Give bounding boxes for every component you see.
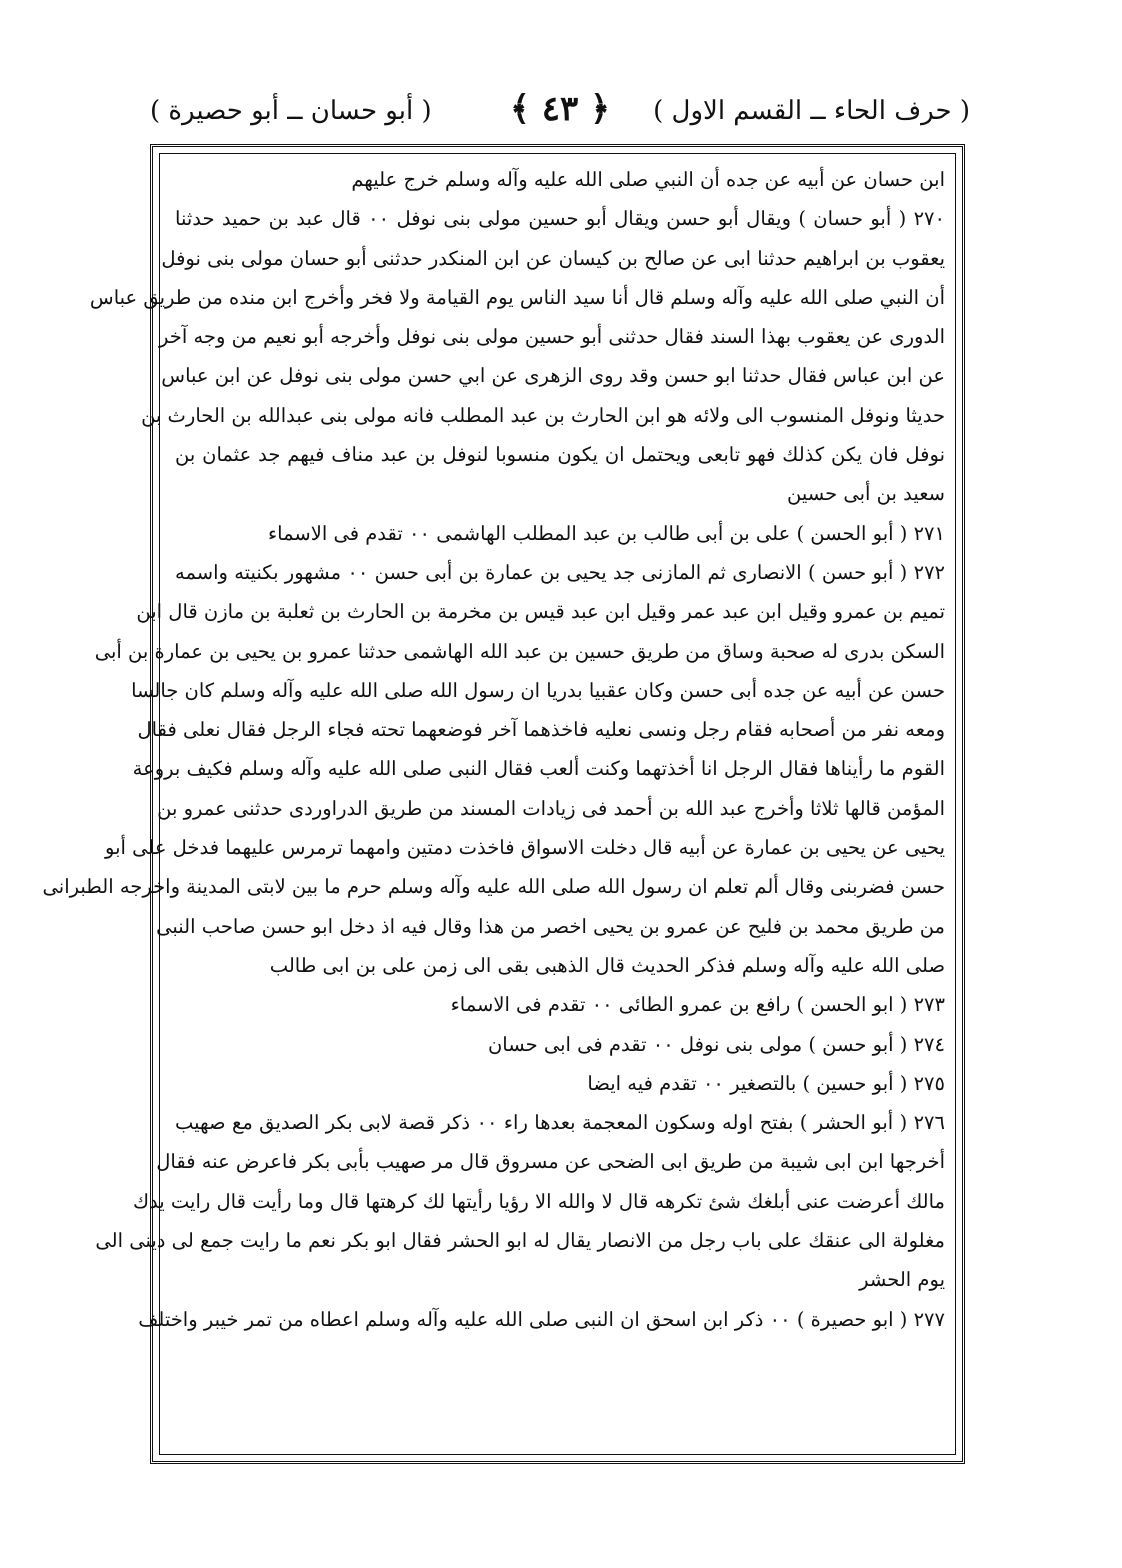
text-line: يوم الحشر [859,1268,945,1292]
text-line: تميم بن عمرو وقيل ابن عبد عمر وقيل ابن عبد قيس بن مخرمة بن الحارث بن ثعلبة بن مازن قال ابن [136,600,945,624]
text-line: نوفل فان يكن كذلك فهو تابعى ويحتمل ان يكون منسوبا لنوفل بن عبد مناف فيهم جد عثمان بن [175,443,945,467]
body-text [42,160,946,1339]
text-line: ابن حسان عن أبيه عن جده أن النبي صلى الله عليه وآله وسلم خرج عليهم [351,168,945,191]
text-line: القوم ما رأيناها فقال الرجل انا أخذتهما وكنت ألعب فقال النبى صلى الله عليه وآله وسلم فكيف بروعة [132,757,945,781]
text-line: ٢٧٤ ( أبو حسن ) مولى بنى نوفل ٠٠ تقدم فى ابى حسان [487,1032,945,1056]
text-line: مغلولة الى عنقك على باب رجل من الانصار يقال له ابو الحشر فقال ابو بكر نعم ما رايت جمع لى دينى الى [95,1229,945,1253]
text-line: ٢٧٣ ( ابو الحسن ) رافع بن عمرو الطائى ٠٠ تقدم فى الاسماء [450,993,945,1017]
page-number: ﴿ ٤٣ ﴾ [509,89,611,129]
text-line: السكن بدرى له صحبة وساق من طريق حسين بن عبد الله الهاشمى حدثنا عمرو بن يحيى بن عمارة بن أبى [94,639,945,663]
text-line: ٢٧٦ ( أبو الحشر ) بفتح اوله وسكون المعجمة بعدها راء ٠٠ ذكر قصة لابى بكر الصديق مع صهيب [175,1111,945,1135]
text-line: صلى الله عليه وآله وسلم فذكر الحديث قال الذهبى بقى الى زمن على بن ابى طالب [269,953,945,977]
text-line: حديثا ونوفل المنسوب الى ولائه هو ابن الحارث بن عبد المطلب فانه مولى بنى عبدالله بن الحارث بن [141,403,945,427]
text-line: أخرجها ابن ابى شيبة من طريق ابى الضحى عن مسروق قال مر صهيب بأبى بكر فاعرض عنه فقال [156,1150,945,1174]
text-line: ٢٧٢ ( أبو حسن ) الانصارى ثم المازنى جد يحيى بن عمارة بن أبى حسن ٠٠ مشهور بكنيته واسمه [175,560,946,584]
text-line: من طريق محمد بن فليح عن عمرو بن يحيى اخصر من هذا وقال فيه اذ دخل ابو حسن صاحب النبى [156,914,945,938]
page-header [150,88,970,138]
text-line: يحيى عن يحيى بن عمارة عن أبيه قال دخلت الاسواق فاخذت دمتين وامهما ترمرس عليهما فدخل على أبو [105,836,945,860]
text-line: عن ابن عباس فقال حدثنا ابو حسن وقد روى الزهرى عن ابي حسن مولى بنى نوفل عن ابن عباس [161,364,945,388]
text-line: أن النبي صلى الله عليه وآله وسلم قال أنا سيد الناس يوم القيامة ولا فخر وأخرج ابن منده من طريق عباس [89,285,945,309]
header-chapter-title: ( حرف الحاء ــ القسم الاول ) [653,96,970,126]
text-line: ٢٧١ ( أبو الحسن ) على بن أبى طالب بن عبد المطلب الهاشمى ٠٠ تقدم فى الاسماء [268,521,945,545]
text-line: حسن عن أبيه عن جده أبى حسن وكان عقبيا بدريا ان رسول الله صلى الله عليه وآله وسلم كان جالسا [131,678,945,702]
text-line: سعيد بن أبى حسين [786,482,945,506]
text-line: ومعه نفر من أصحابه فقام رجل ونسى نعليه فاخذهما آخر فوضعهما تحته فجاء الرجل فقال نعلى فقال [137,718,945,742]
text-line: ٢٧٠ ( أبو حسان ) ويقال أبو حسن ويقال أبو حسين مولى بنى نوفل ٠٠ قال عبد بن حميد حدثنا [175,207,945,231]
text-line: ٢٧٥ ( أبو حسين ) بالتصغير ٠٠ تقدم فيه ايضا [587,1071,945,1095]
text-line: الدورى عن يعقوب بهذا السند فقال حدثنى أبو حسين مولى بنى نوفل وأخرجه أبو نعيم من وجه آخر [159,325,945,349]
header-entry-range: ( أبو حسان ــ أبو حصيرة ) [150,96,432,126]
text-line: ٢٧٧ ( ابو حصيرة ) ٠٠ ذكر ابن اسحق ان النبى صلى الله عليه وآله وسلم اعطاه من تمر خيبر واختلف [138,1307,945,1331]
text-line: يعقوب بن ابراهيم حدثنا ابى عن صالح بن كيسان عن ابن المنكدر حدثنى أبو حسان مولى بنى نوفل [161,246,945,270]
text-line: حسن فضربنى وقال ألم تعلم ان رسول الله صلى الله عليه وآله وسلم حرم ما بين لابتى المدينة واخرجه الطبرانى [42,875,945,899]
text-line: مالك أعرضت عنى أبلغك شئ تكرهه قال لا والله الا رؤيا رأيتها لك كرهتها قال وما رأيت قال رايت يدك [132,1189,945,1213]
text-line: المؤمن قالها ثلاثا وأخرج عبد الله بن أحمد فى زيادات المسند من طريق الدراوردى حدثنى عمرو بن [157,796,945,820]
